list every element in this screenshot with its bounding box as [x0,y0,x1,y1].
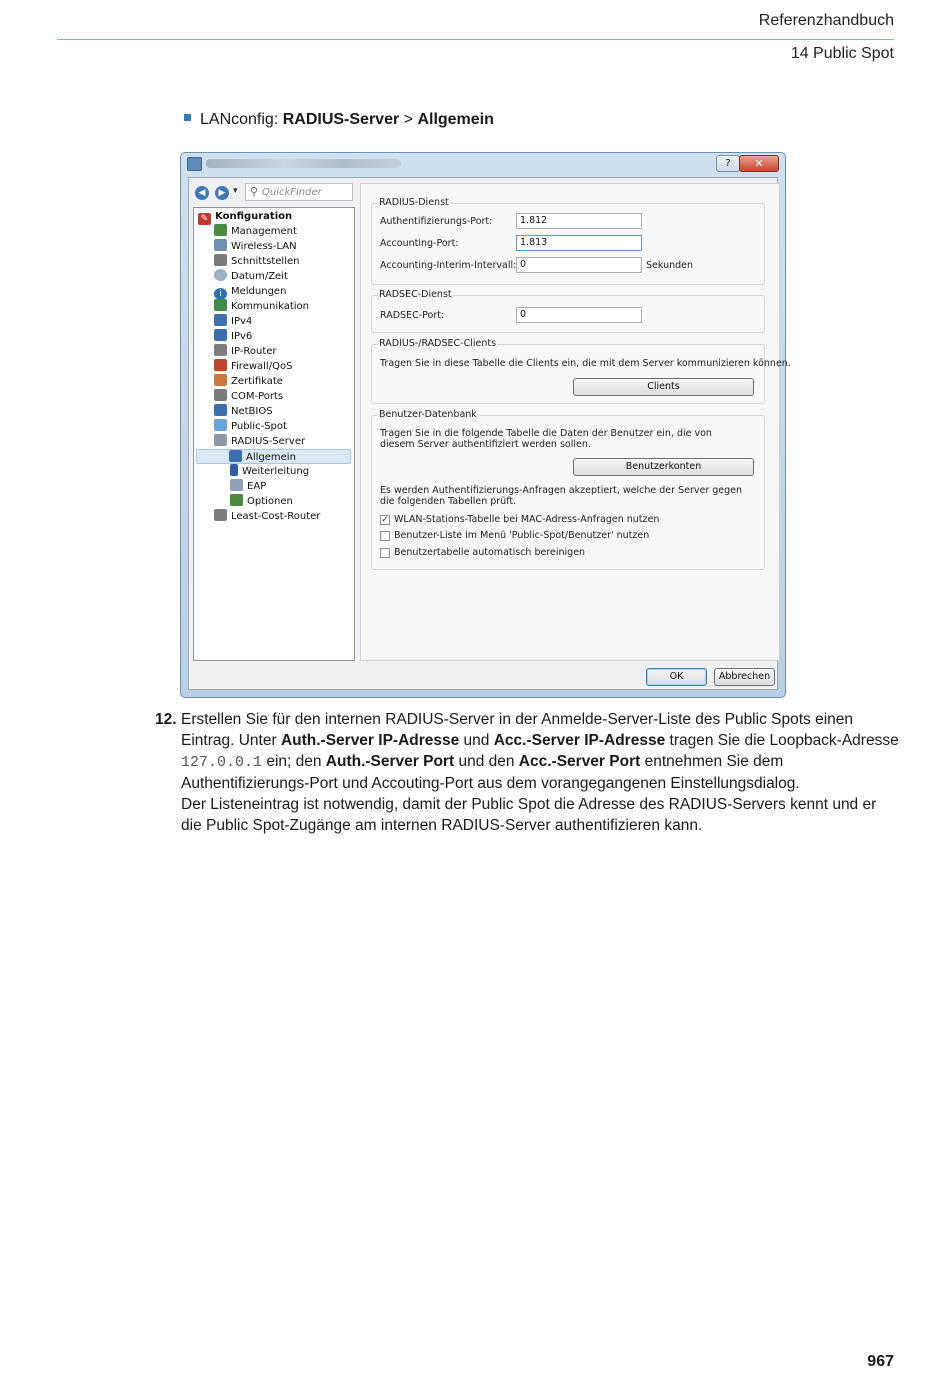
wlan-station-table-checkbox[interactable]: ✓ [381,515,389,525]
tree-item-meldungen[interactable] [214,284,286,299]
settings-panel [360,183,791,661]
forward-arrow-icon[interactable]: ▶ [215,186,229,200]
page-number: 967 [867,1353,894,1370]
step-text: und [459,732,494,749]
firewall-icon [214,359,227,371]
radsec-port-field[interactable]: 0 [516,307,642,323]
tree-item-label: Allgemein [246,452,296,463]
tree-item-label: Schnittstellen [231,256,300,267]
tree-item-label: RADIUS-Server [231,436,306,447]
management-icon [214,224,227,236]
tree-item-schnittstellen[interactable] [214,254,299,269]
server-icon [214,434,227,446]
quickfinder-placeholder: QuickFinder [262,187,322,198]
tree-item-label: Wireless-LAN [231,241,297,252]
network-icon [214,329,227,341]
field-acc-server-port: Acc.-Server Port [518,753,641,770]
user-database-description: Tragen Sie in die folgende Tabelle die Daten der Benutzer ein, die von diesem Server authentifiziert werden sollen. [380,428,712,450]
netbios-icon [214,404,227,416]
tree-item-datum-zeit[interactable] [214,269,288,284]
tree-item-ipv4[interactable] [214,314,252,329]
tree-item-wireless-lan[interactable] [214,239,297,254]
loopback-address-code: 127.0.0.1 [181,754,263,771]
info-icon: i [214,288,227,300]
flag-icon [230,464,238,476]
step-body [181,709,899,836]
step-text: tragen Sie die Loopback-Adresse [665,732,899,749]
auth-port-label: Authentifizierungs-Port: [380,216,493,227]
radius-dienst-group [371,197,765,285]
tree-subitem-allgemein[interactable] [196,449,351,464]
step-number: 12. [155,711,177,728]
close-button[interactable]: ✕ [739,155,779,172]
least-cost-router-icon [214,509,227,521]
interim-label: Accounting-Interim-Intervall: [380,260,517,271]
tree-item-label: Datum/Zeit [231,271,288,282]
tree-item-label: COM-Ports [231,391,284,402]
dialog-titlebar [181,153,785,175]
clients-title: RADIUS-/RADSEC-Clients [379,338,497,349]
wireless-icon [214,239,227,251]
user-database-title: Benutzer-Datenbank [379,409,477,420]
tree-item-label: Firewall/QoS [231,361,293,372]
tree-root-label: Konfiguration [215,211,293,222]
tree-subitem-optionen[interactable] [230,494,293,509]
tree-item-label: Optionen [247,496,293,507]
app-icon [187,157,202,171]
network-icon [214,314,227,326]
breadcrumb [184,111,494,129]
back-arrow-icon[interactable]: ◀ [195,186,209,200]
tree-item-label: IPv4 [231,316,253,327]
tree-item-least-cost-router[interactable] [214,509,320,524]
tree-subitem-weiterleitung[interactable] [230,464,309,479]
tree-item-netbios[interactable] [214,404,273,419]
tree-item-label: Public-Spot [231,421,287,432]
field-acc-server-ip: Acc.-Server IP-Adresse [493,732,666,749]
help-button[interactable]: ? [716,155,740,172]
radsec-port-label: RADSEC-Port: [380,310,445,321]
tree-item-firewall-qos[interactable] [214,359,292,374]
clock-icon [214,269,227,281]
tree-subitem-eap[interactable] [230,479,266,494]
dialog-client-area [188,177,791,690]
auto-clean-user-table-checkbox[interactable] [380,548,390,558]
breadcrumb-part-2: Allgemein [417,111,494,128]
quickfinder-input[interactable] [245,183,353,201]
tree-item-label: Zertifikate [231,376,283,387]
blurred-window-title [206,159,401,168]
config-tool-icon: ✎ [198,213,211,225]
tree-item-label: IP-Router [231,346,277,357]
tree-item-label: EAP [247,481,267,492]
step-text: und den [454,753,519,770]
tree-item-label: Management [231,226,297,237]
tree-item-zertifikate[interactable] [214,374,283,389]
interim-field[interactable]: 0 [516,257,642,273]
certificate-icon [214,374,227,386]
ok-button[interactable]: OK [646,668,707,686]
tree-item-management[interactable] [214,224,297,239]
tree-item-label: Kommunikation [231,301,310,312]
bullet-square-icon [184,114,191,121]
breadcrumb-part-1: RADIUS-Server [282,111,400,128]
com-port-icon [214,389,227,401]
clients-button[interactable]: Clients [573,378,754,396]
cancel-button[interactable]: Abbrechen [714,668,775,686]
wlan-station-table-label: WLAN-Stations-Tabelle bei MAC-Adress-Anfragen nutzen [394,514,660,525]
auth-requests-description: Es werden Authentifizierungs-Anfragen akzeptiert, welche der Server gegen die folgenden Tabellen prüft. [380,485,743,507]
public-spot-user-list-label: Benutzer-Liste im Menü 'Public-Spot/Benutzer' nutzen [394,530,650,541]
general-settings-icon [229,450,242,462]
communication-icon [214,299,227,311]
tree-item-radius-server[interactable] [214,434,305,449]
auto-clean-user-table-label: Benutzertabelle automatisch bereinigen [394,547,586,558]
tree-item-label: Least-Cost-Router [231,511,321,522]
tree-item-ipv6[interactable] [214,329,252,344]
tree-item-com-ports[interactable] [214,389,283,404]
tree-item-public-spot[interactable] [214,419,287,434]
header-rule [57,39,894,40]
auth-port-field[interactable]: 1.812 [516,213,642,229]
running-header-title: Referenzhandbuch [758,12,894,29]
tree-item-kommunikation[interactable] [214,299,309,314]
step-text: entnehmen Sie dem Authentifizierungs-Port und Accouting-Port aus dem vorangegangenen Einstellungsdialog. [181,753,800,792]
hotspot-icon [214,419,227,431]
running-header-chapter: 14 Public Spot [790,45,894,62]
field-auth-server-ip: Auth.-Server IP-Adresse [280,732,460,749]
radsec-dienst-title: RADSEC-Dienst [379,289,452,300]
tree-root[interactable] [198,209,292,224]
lanconfig-dialog [180,152,791,698]
radius-dienst-title: RADIUS-Dienst [379,197,449,208]
clients-description: Tragen Sie in diese Tabelle die Clients ein, die mit dem Server kommunizieren können. [380,358,791,369]
user-database-group [371,409,765,570]
step-paragraph-2: Der Listeneintrag ist notwendig, damit der Public Spot die Adresse des RADIUS-Servers kennt und er die Public Spot-Zugänge am internen RADIUS-Server authentifizieren kann. [181,796,877,834]
options-icon [230,494,243,506]
step-text: Erstellen Sie für den internen RADIUS-Server in der Anmelde-Server-Liste des Public Spots einen Eintrag. Unter [181,711,853,749]
tree-item-ip-router[interactable] [214,344,277,359]
interfaces-icon [214,254,227,266]
router-icon [214,344,227,356]
radsec-dienst-group [371,289,765,333]
tree-item-label: NetBIOS [231,406,273,417]
public-spot-user-list-checkbox[interactable] [380,531,390,541]
field-auth-server-port: Auth.-Server Port [325,753,455,770]
search-icon: ⚲ [250,185,259,198]
acc-port-field[interactable]: 1.813 [516,235,642,251]
interim-unit: Sekunden [646,260,694,271]
breadcrumb-prefix: LANconfig: [200,111,283,128]
config-tree [193,207,355,661]
history-dropdown-icon[interactable]: ▾ [233,186,238,196]
user-accounts-button[interactable]: Benutzerkonten [573,458,754,476]
acc-port-label: Accounting-Port: [380,238,459,249]
breadcrumb-separator: > [399,111,418,128]
tree-item-label: IPv6 [231,331,253,342]
eap-icon [230,479,243,491]
clients-group [371,338,791,404]
step-paragraph-1 [181,709,899,794]
tree-item-label: Weiterleitung [242,466,310,477]
tree-item-label: Meldungen [231,286,287,297]
step-text: ein; den [262,753,326,770]
